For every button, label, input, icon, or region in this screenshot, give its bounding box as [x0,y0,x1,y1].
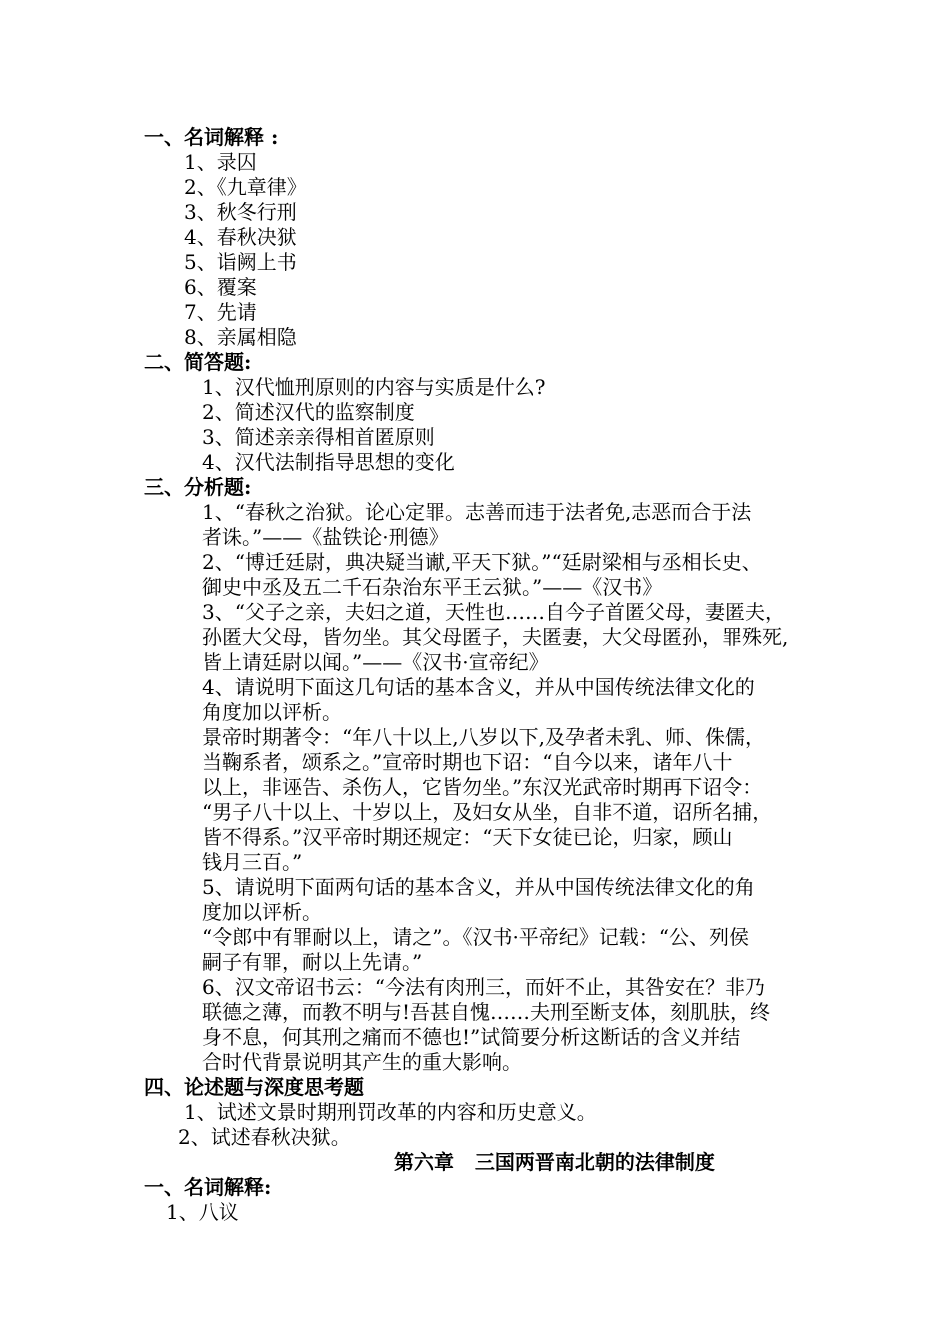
analysis-line: 2、“博迁廷尉，典决疑当谳,平天下狱。”“廷尉梁相与丞相长史、 [202,550,762,574]
term-item: 1、录囚 [184,150,257,174]
analysis-line: 者诛。”——《盐铁论·刑德》 [202,525,449,549]
analysis-line: 钱月三百。” [202,850,303,874]
term-item: 5、诣阙上书 [184,250,297,274]
term-item: 1、八议 [166,1200,239,1224]
analysis-line: 1、“春秋之治狱。论心定罪。志善而违于法者免,志恶而合于法 [202,500,752,524]
section-heading-short-answer: 二、简答题: [144,350,252,374]
analysis-line: 御史中丞及五二千石杂治东平王云狱。”——《汉书》 [202,575,663,599]
term-item: 6、覆案 [184,275,257,299]
term-item: 7、先请 [184,300,257,324]
section-heading-terms: 一、名词解释 : [144,125,279,149]
analysis-line: 联德之薄，而教不明与!吾甚自愧……夫刑至断支体，刻肌肤，终 [202,1000,771,1024]
analysis-line: 5、请说明下面两句话的基本含义，并从中国传统法律文化的角 [202,875,755,899]
section-heading-terms-ch6: 一、名词解释: [144,1175,272,1199]
question-item: 1、汉代恤刑原则的内容与实质是什么? [202,375,546,399]
term-item: 2、《九章律》 [184,175,307,199]
analysis-line: 身不息，何其刑之痛而不德也!”试简要分析这断话的含义并结 [202,1025,741,1049]
essay-item: 1、试述文景时期刑罚改革的内容和历史意义。 [184,1100,597,1124]
question-item: 2、简述汉代的监察制度 [202,400,415,424]
analysis-line: 度加以评析。 [202,900,322,924]
term-item: 3、秋冬行刑 [184,200,297,224]
section-heading-essay: 四、论述题与深度思考题 [144,1075,364,1099]
analysis-line: “男子八十以上、十岁以上，及妇女从坐，自非不道，诏所名捕， [202,800,773,824]
analysis-line: 孙匿大父母，皆勿坐。其父母匿子，夫匿妻，大父母匿孙，罪殊死, [202,625,789,649]
analysis-line: 皆不得系。”汉平帝时期还规定：“天下女徒已论，归家，顾山 [202,825,733,849]
essay-item: 2、试述春秋决狱。 [178,1125,351,1149]
analysis-line: 以上，非诬告、杀伤人，它皆勿坐。”东汉光武帝时期再下诏令： [202,775,763,799]
analysis-line: 嗣子有罪，耐以上先请。” [202,950,423,974]
analysis-line: 皆上请廷尉以闻。”——《汉书·宣帝纪》 [202,650,549,674]
analysis-line: 景帝时期著令：“年八十以上,八岁以下,及孕者未乳、师、侏儒， [202,725,765,749]
question-item: 4、汉代法制指导思想的变化 [202,450,455,474]
analysis-line: 当鞠系者，颂系之。”宣帝时期也下诏：“自今以来，诸年八十 [202,750,733,774]
analysis-line: 4、请说明下面这几句话的基本含义，并从中国传统法律文化的 [202,675,755,699]
term-item: 4、春秋决狱 [184,225,297,249]
question-item: 3、简述亲亲得相首匿原则 [202,425,435,449]
analysis-line: 合时代背景说明其产生的重大影响。 [202,1050,522,1074]
chapter-title: 第六章 三国两晋南北朝的法律制度 [394,1150,715,1174]
analysis-line: 角度加以评析。 [202,700,342,724]
analysis-line: “令郎中有罪耐以上，请之”。《汉书·平帝纪》记载：“公、列侯 [202,925,750,949]
term-item: 8、亲属相隐 [184,325,297,349]
analysis-line: 6、汉文帝诏书云：“今法有肉刑三，而奸不止，其咎安在？非乃 [202,975,765,999]
analysis-line: 3、“父子之亲，夫妇之道，天性也……自今子首匿父母，妻匿夫， [202,600,785,624]
section-heading-analysis: 三、分析题: [144,475,252,499]
